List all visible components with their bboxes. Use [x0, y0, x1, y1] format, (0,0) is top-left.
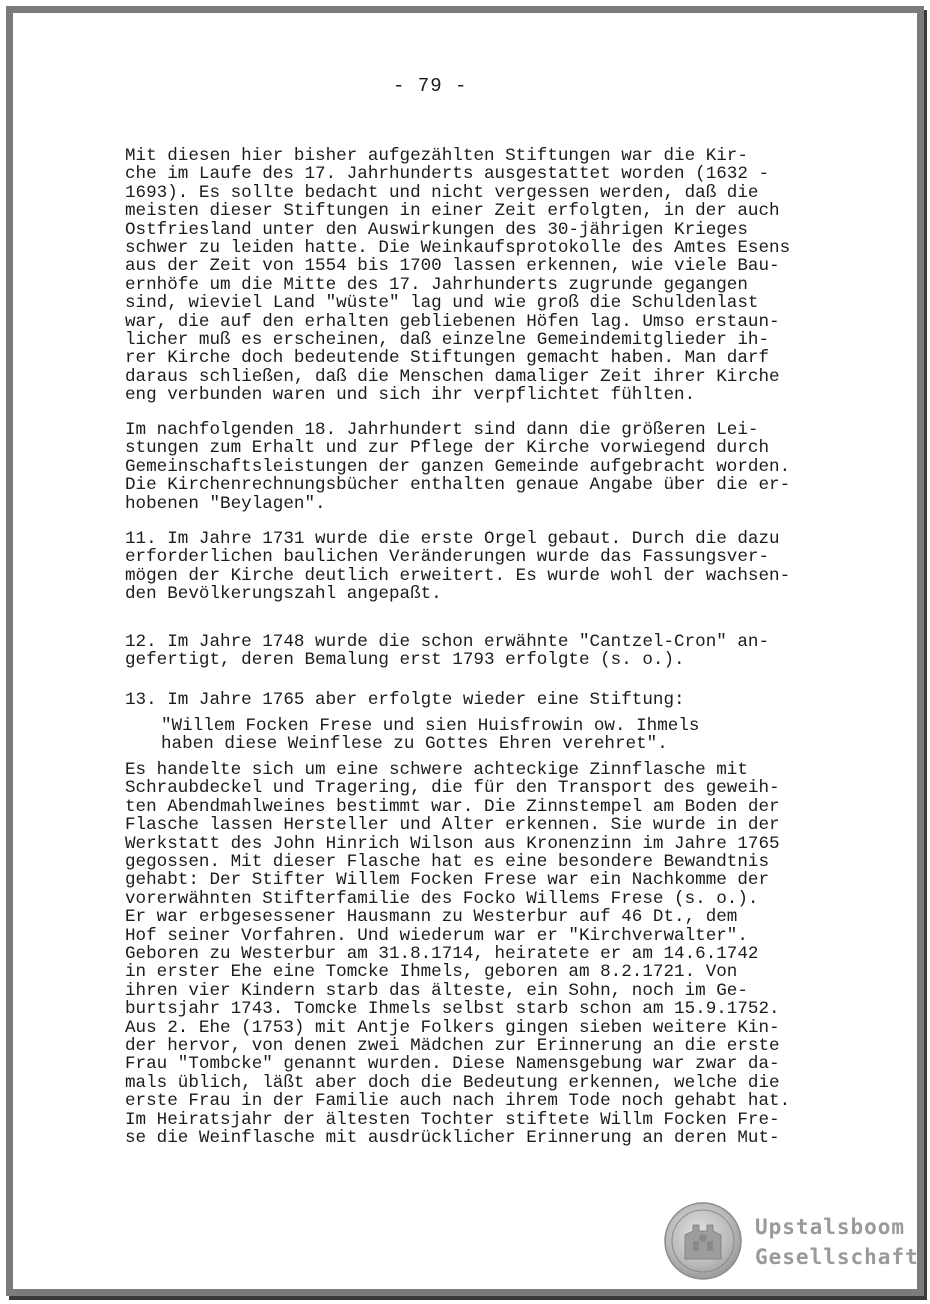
text-line: hobenen "Beylagen".	[125, 493, 326, 514]
brand-name-line2: Gesellschaft	[755, 1245, 919, 1269]
text-line: vorerwähnten Stifterfamilie des Focko Willems Frese (s. o.).	[125, 888, 759, 909]
text-line: Mit diesen hier bisher aufgezählten Stiftungen war die Kir-	[125, 146, 748, 166]
text-line: Im nachfolgenden 18. Jahrhundert sind dann die größeren Lei-	[125, 420, 759, 440]
text-line: daraus schließen, daß die Menschen damaliger Zeit ihrer Kirche	[125, 366, 780, 387]
society-seal-icon	[663, 1201, 743, 1281]
page-frame	[6, 6, 924, 1296]
text-line: Er war erbgesessener Hausmann zu Westerbur auf 46 Dt., dem	[125, 907, 738, 928]
text-line: Im Heiratsjahr der ältesten Tochter stiftete Willm Focken Fre-	[125, 1109, 780, 1130]
text-line: mals üblich, läßt aber doch die Bedeutung erkennen, welche die	[125, 1072, 780, 1093]
text-line: gefertigt, deren Bemalung erst 1793 erfolgte (s. o.).	[125, 650, 685, 671]
text-line: meisten dieser Stiftungen in einer Zeit erfolgten, in der auch	[125, 201, 780, 222]
text-line: ten Abendmahlweines bestimmt war. Die Zinnstempel am Boden der	[125, 796, 780, 817]
text-line: ihren vier Kindern starb das älteste, ein Sohn, noch im Ge-	[125, 980, 748, 1001]
document-page	[13, 13, 917, 1289]
text-line: gegossen. Mit dieser Flasche hat es eine besondere Bewandtnis	[125, 852, 770, 872]
text-line: Werkstatt des John Hinrich Wilson aus Kronenzinn im Jahre 1765	[125, 833, 780, 854]
text-line: aus der Zeit von 1554 bis 1700 lassen erkennen, wie viele Bau-	[125, 256, 780, 277]
text-line: Die Kirchenrechnungsbücher enthalten genaue Angabe über die er-	[125, 475, 791, 496]
text-line: gehabt: Der Stifter Willem Focken Frese war ein Nachkomme der	[125, 870, 770, 891]
text-line: 11. Im Jahre 1731 wurde die erste Orgel gebaut. Durch die dazu	[125, 529, 780, 549]
text-line: war, die auf den erhalten gebliebenen Höfen lag. Umso erstaun-	[125, 311, 780, 332]
text-line: erforderlichen baulichen Veränderungen wurde das Fassungsver-	[125, 547, 770, 568]
text-line: Flasche lassen Hersteller und Alter erkennen. Sie wurde in der	[125, 815, 780, 836]
text-line: stungen zum Erhalt und zur Pflege der Kirche vorwiegend durch	[125, 438, 770, 459]
text-line: sind, wieviel Land "wüste" lag und wie groß die Schuldenlast	[125, 293, 759, 314]
text-line: mögen der Kirche deutlich erweitert. Es wurde wohl der wachsen-	[125, 565, 791, 586]
text-line: 12. Im Jahre 1748 wurde die schon erwähnte "Cantzel-Cron" an-	[125, 632, 770, 652]
text-line: haben diese Weinflese zu Gottes Ehren verehret".	[161, 734, 668, 755]
text-line: 13. Im Jahre 1765 aber erfolgte wieder eine Stiftung:	[125, 690, 685, 710]
text-line: se die Weinflasche mit ausdrücklicher Erinnerung an deren Mut-	[125, 1128, 780, 1148]
text-line: Hof seiner Vorfahren. Und wiederum war er "Kirchverwalter".	[125, 925, 748, 946]
text-line: 1693). Es sollte bedacht und nicht vergessen werden, daß die	[125, 182, 759, 203]
text-line: che im Laufe des 17. Jahrhunderts ausgestattet worden (1632 -	[125, 164, 770, 185]
text-line: Gemeinschaftsleistungen der ganzen Gemeinde aufgebracht worden.	[125, 456, 791, 477]
brand-name-line1: Upstalsboom	[755, 1215, 906, 1239]
text-line: Es handelte sich um eine schwere achteckige Zinnflasche mit	[125, 760, 748, 780]
page-number: - 79 -	[393, 75, 468, 97]
text-line: burtsjahr 1743. Tomcke Ihmels selbst starb schon am 15.9.1752.	[125, 999, 780, 1020]
text-line: Geboren zu Westerbur am 31.8.1714, heiratete er am 14.6.1742	[125, 944, 759, 964]
text-line: den Bevölkerungszahl angepaßt.	[125, 584, 442, 605]
text-line: der hervor, von denen zwei Mädchen zur Erinnerung an die erste	[125, 1036, 780, 1056]
text-line: schwer zu leiden hatte. Die Weinkaufsprotokolle des Amtes Esens	[125, 238, 791, 258]
text-line: "Willem Focken Frese und sien Huisfrowin ow. Ihmels	[161, 716, 700, 736]
text-line: rer Kirche doch bedeutende Stiftungen gemacht haben. Man darf	[125, 348, 770, 369]
text-line: eng verbunden waren und sich ihr verpflichtet fühlten.	[125, 385, 696, 406]
text-line: Aus 2. Ehe (1753) mit Antje Folkers gingen sieben weitere Kin-	[125, 1017, 780, 1038]
text-line: Schraubdeckel und Tragering, die für den Transport des geweih-	[125, 778, 780, 799]
text-line: Frau "Tombcke" genannt wurden. Diese Namensgebung war zwar da-	[125, 1054, 780, 1075]
text-line: erste Frau in der Familie auch nach ihrem Tode noch gehabt hat.	[125, 1091, 791, 1112]
text-line: in erster Ehe eine Tomcke Ihmels, geboren am 8.2.1721. Von	[125, 962, 738, 983]
text-line: Ostfriesland unter den Auswirkungen des 30-jährigen Krieges	[125, 219, 748, 240]
text-line: ernhöfe um die Mitte des 17. Jahrhunderts zugrunde gegangen	[125, 274, 748, 295]
text-line: licher muß es erscheinen, daß einzelne Gemeindemitglieder ih-	[125, 330, 770, 350]
